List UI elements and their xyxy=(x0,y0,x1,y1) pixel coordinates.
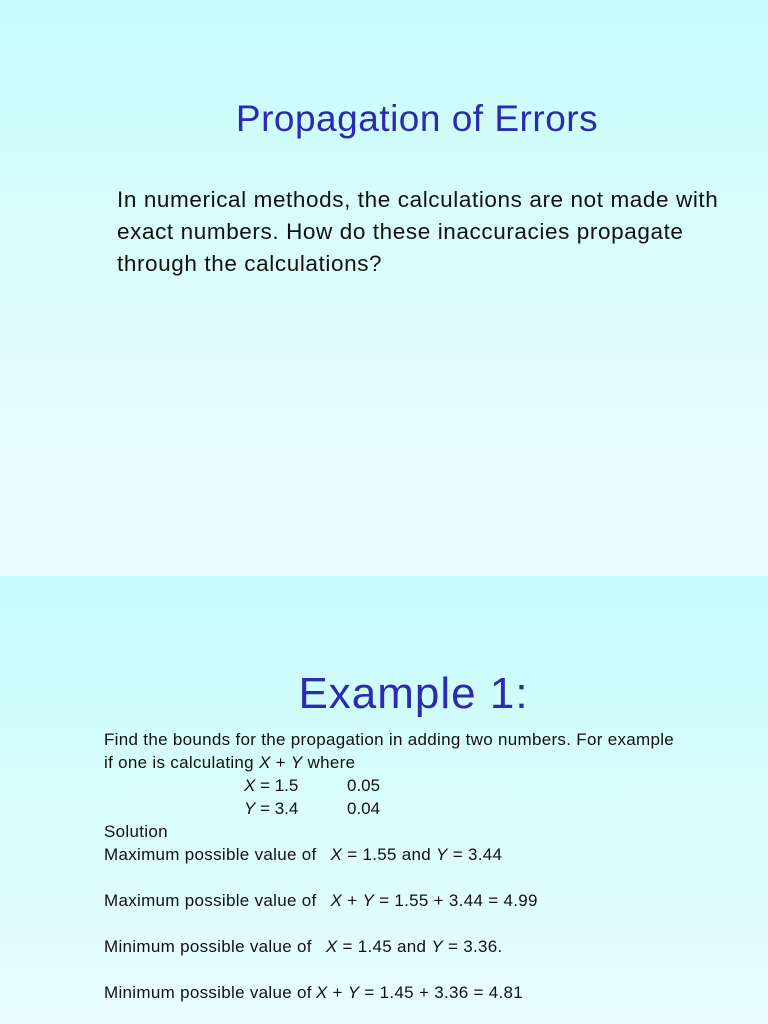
plus-operator: + xyxy=(270,753,291,772)
x-value: = 1.5 xyxy=(255,776,299,795)
var-x: X xyxy=(258,753,271,772)
y-error: 0.04 xyxy=(347,799,381,818)
max-sum-text: Maximum possible value of xyxy=(104,891,317,910)
var-x: X xyxy=(330,891,343,910)
y-value-line xyxy=(244,797,298,820)
max-sum-line xyxy=(104,889,538,912)
var-y: Y xyxy=(431,937,443,956)
var-y: Y xyxy=(290,753,303,772)
var-y: Y xyxy=(347,983,360,1002)
problem-line-1: Find the bounds for the propagation in adding two numbers. For example xyxy=(104,730,675,749)
var-x: X xyxy=(325,937,338,956)
var-y: Y xyxy=(244,799,256,818)
var-y: Y xyxy=(436,845,448,864)
min-each-y-value: = 3.36. xyxy=(442,937,503,956)
var-x: X xyxy=(330,845,343,864)
min-sum-value: = 1.45 + 3.36 = 4.81 xyxy=(359,983,524,1002)
intro-paragraph: In numerical methods, the calculations are not made with exact numbers. How do these inaccuracies propagate through the calculations? xyxy=(117,187,719,276)
max-sum-value: = 1.55 + 3.44 = 4.99 xyxy=(374,891,538,910)
problem-line-2 xyxy=(104,751,355,774)
slide-title: Example 1: xyxy=(298,669,529,718)
problem-prefix: if one is calculating xyxy=(104,753,259,772)
solution-label: Solution xyxy=(104,822,168,841)
var-x: X xyxy=(315,983,328,1002)
x-value-line xyxy=(244,774,298,797)
plus-operator: + xyxy=(327,983,348,1002)
max-each-y-value: = 3.44 xyxy=(447,845,503,864)
max-each-line xyxy=(104,843,502,866)
min-each-line xyxy=(104,935,503,958)
min-each-x-value: = 1.45 and xyxy=(337,937,432,956)
slide-title: Propagation of Errors xyxy=(235,98,599,139)
slide-example-1 xyxy=(0,576,768,1024)
max-each-text: Maximum possible value of xyxy=(104,845,317,864)
y-value: = 3.4 xyxy=(255,799,299,818)
max-each-x-value: = 1.55 and xyxy=(342,845,437,864)
plus-operator: + xyxy=(342,891,363,910)
min-each-text: Minimum possible value of xyxy=(104,937,312,956)
problem-suffix: where xyxy=(302,753,356,772)
min-sum-line xyxy=(104,981,523,1004)
min-sum-text: Minimum possible value of xyxy=(104,983,312,1002)
x-error: 0.05 xyxy=(347,776,381,795)
var-x: X xyxy=(244,776,256,795)
var-y: Y xyxy=(362,891,375,910)
